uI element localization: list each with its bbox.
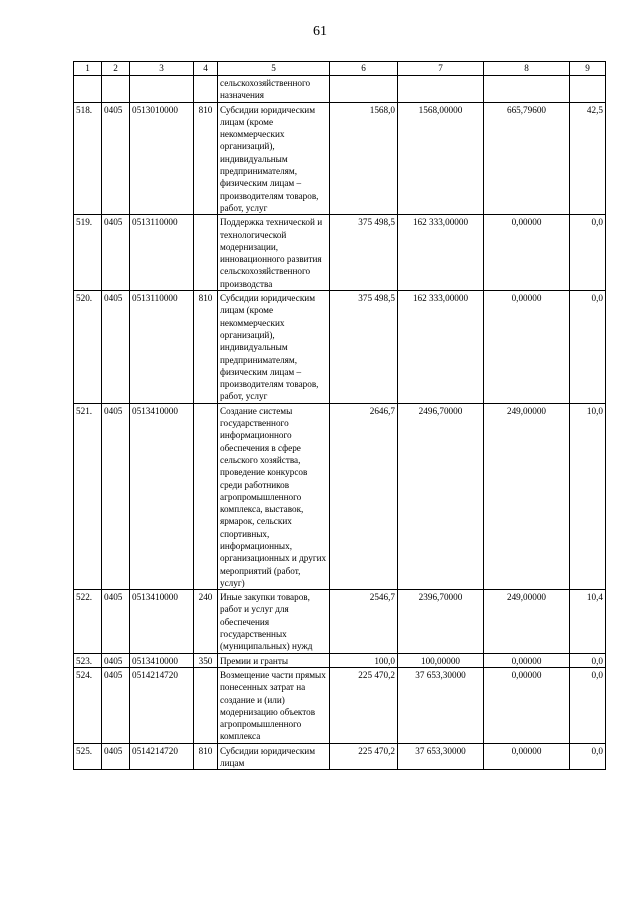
row-number: 525. <box>74 743 102 770</box>
header-cell-2: 2 <box>102 62 130 76</box>
header-cell-6: 6 <box>330 62 398 76</box>
plan-amount: 225 470,2 <box>330 667 398 743</box>
target-code: 0513410000 <box>130 653 194 667</box>
executed-amount <box>484 76 570 103</box>
plan-amount: 225 470,2 <box>330 743 398 770</box>
row-number: 522. <box>74 590 102 653</box>
executed-amount: 0,00000 <box>484 667 570 743</box>
executed-amount: 0,00000 <box>484 653 570 667</box>
item-name: Возмещение части прямых понесенных затрат на создание и (или) модернизацию объектов агропромышленного комплекса <box>218 667 330 743</box>
percent-value: 0,0 <box>570 667 606 743</box>
approved-amount <box>398 76 484 103</box>
row-number: 520. <box>74 291 102 404</box>
expense-type: 810 <box>194 743 218 770</box>
executed-amount: 249,00000 <box>484 590 570 653</box>
item-name: Поддержка технической и технологической модернизации, инновационного развития сельскохозяйственного производства <box>218 215 330 291</box>
target-code: 0513410000 <box>130 590 194 653</box>
plan-amount: 375 498,5 <box>330 215 398 291</box>
executed-amount: 0,00000 <box>484 215 570 291</box>
header-cell-5: 5 <box>218 62 330 76</box>
section-code: 0405 <box>102 102 130 215</box>
percent-value: 0,0 <box>570 215 606 291</box>
approved-amount: 162 333,00000 <box>398 291 484 404</box>
page-number: 61 <box>313 24 327 39</box>
target-code: 0513010000 <box>130 102 194 215</box>
table-row <box>74 76 606 103</box>
table-row <box>74 291 606 404</box>
percent-value: 10,4 <box>570 590 606 653</box>
item-name: сельскохозяйственного назначения <box>218 76 330 103</box>
row-number <box>74 76 102 103</box>
header-cell-4: 4 <box>194 62 218 76</box>
plan-amount: 2546,7 <box>330 590 398 653</box>
target-code: 0513110000 <box>130 291 194 404</box>
budget-table <box>73 61 606 770</box>
header-cell-8: 8 <box>484 62 570 76</box>
header-cell-7: 7 <box>398 62 484 76</box>
expense-type: 350 <box>194 653 218 667</box>
section-code: 0405 <box>102 667 130 743</box>
target-code: 0514214720 <box>130 667 194 743</box>
approved-amount: 37 653,30000 <box>398 667 484 743</box>
row-number: 524. <box>74 667 102 743</box>
item-name: Создание системы государственного информационного обеспечения в сфере сельского хозяйства, проведение конкурсов среди работников агропромышленного комплекса, выставок, ярмарок, сельских спортивных, информационных, организационных и других мероприятий (работ, услуг) <box>218 403 330 589</box>
target-code <box>130 76 194 103</box>
table-row <box>74 215 606 291</box>
percent-value: 0,0 <box>570 653 606 667</box>
table-row <box>74 102 606 215</box>
target-code: 0514214720 <box>130 743 194 770</box>
section-code: 0405 <box>102 215 130 291</box>
table-row <box>74 667 606 743</box>
section-code <box>102 76 130 103</box>
executed-amount: 665,79600 <box>484 102 570 215</box>
header-cell-3: 3 <box>130 62 194 76</box>
header-row <box>74 62 606 76</box>
header-cell-1: 1 <box>74 62 102 76</box>
expense-type <box>194 667 218 743</box>
approved-amount: 2396,70000 <box>398 590 484 653</box>
header-cell-9: 9 <box>570 62 606 76</box>
expense-type <box>194 215 218 291</box>
item-name: Субсидии юридическим лицам (кроме некоммерческих организаций), индивидуальным предпринимателям, физическим лицам – производителям товаров, работ, услуг <box>218 102 330 215</box>
executed-amount: 0,00000 <box>484 291 570 404</box>
percent-value <box>570 76 606 103</box>
expense-type <box>194 403 218 589</box>
percent-value: 0,0 <box>570 743 606 770</box>
approved-amount: 100,00000 <box>398 653 484 667</box>
executed-amount: 249,00000 <box>484 403 570 589</box>
approved-amount: 37 653,30000 <box>398 743 484 770</box>
table-row <box>74 743 606 770</box>
row-number: 521. <box>74 403 102 589</box>
table-row <box>74 590 606 653</box>
approved-amount: 1568,00000 <box>398 102 484 215</box>
plan-amount: 1568,0 <box>330 102 398 215</box>
approved-amount: 2496,70000 <box>398 403 484 589</box>
expense-type: 810 <box>194 102 218 215</box>
section-code: 0405 <box>102 291 130 404</box>
percent-value: 10,0 <box>570 403 606 589</box>
plan-amount: 375 498,5 <box>330 291 398 404</box>
plan-amount: 2646,7 <box>330 403 398 589</box>
section-code: 0405 <box>102 653 130 667</box>
section-code: 0405 <box>102 743 130 770</box>
plan-amount: 100,0 <box>330 653 398 667</box>
section-code: 0405 <box>102 590 130 653</box>
plan-amount <box>330 76 398 103</box>
target-code: 0513110000 <box>130 215 194 291</box>
row-number: 523. <box>74 653 102 667</box>
expense-type <box>194 76 218 103</box>
target-code: 0513410000 <box>130 403 194 589</box>
approved-amount: 162 333,00000 <box>398 215 484 291</box>
percent-value: 42,5 <box>570 102 606 215</box>
table-row <box>74 403 606 589</box>
percent-value: 0,0 <box>570 291 606 404</box>
table-row <box>74 653 606 667</box>
row-number: 519. <box>74 215 102 291</box>
executed-amount: 0,00000 <box>484 743 570 770</box>
expense-type: 810 <box>194 291 218 404</box>
item-name: Иные закупки товаров, работ и услуг для обеспечения государственных (муниципальных) нужд <box>218 590 330 653</box>
item-name: Субсидии юридическим лицам <box>218 743 330 770</box>
item-name: Субсидии юридическим лицам (кроме некоммерческих организаций), индивидуальным предпринимателям, физическим лицам – производителям товаров, работ, услуг <box>218 291 330 404</box>
expense-type: 240 <box>194 590 218 653</box>
item-name: Премии и гранты <box>218 653 330 667</box>
section-code: 0405 <box>102 403 130 589</box>
row-number: 518. <box>74 102 102 215</box>
